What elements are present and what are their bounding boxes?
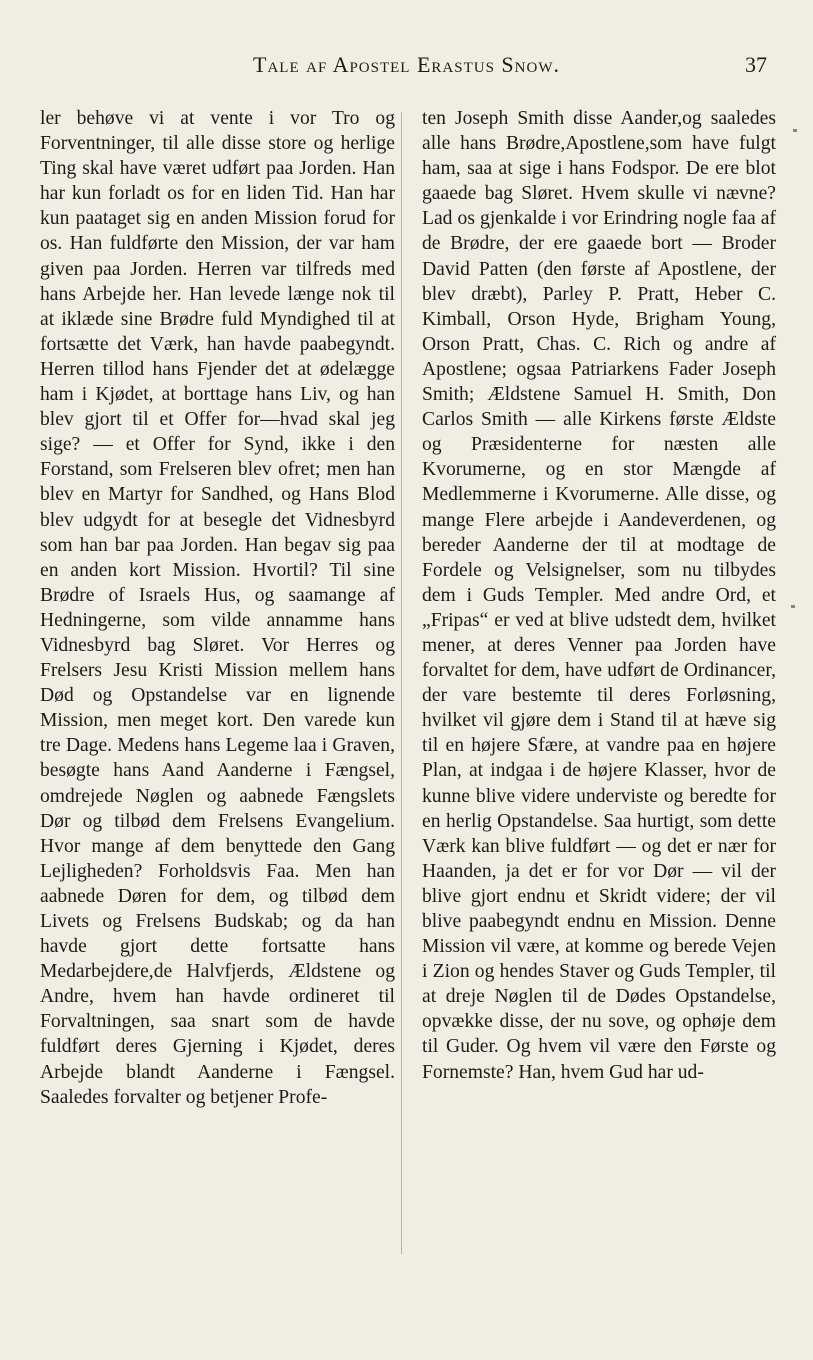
- margin-speck: [793, 129, 797, 132]
- column-divider: [401, 112, 402, 1254]
- running-title: Tale af Apostel Erastus Snow.: [253, 52, 560, 77]
- page-number: 37: [745, 52, 767, 77]
- right-column-text: ten Joseph Smith disse Aander,og saaledes alle hans Brødre,Apostlene,som have fulgt ham, saa at sige i hans Fodspor. De ere blot gaaede bag Sløret. Hvem skulle vi nævne? Lad os gjenkalde i vor Erindring nogle faa af de Brødre, der ere gaaede bort — Broder David Patten (den første af Apostlene, der blev dræbt), Parley P. Pratt, Heber C. Kimball, Orson Hyde, Brigham Young, Orson Pratt, Chas. C. Rich og andre af Apostlene; ogsaa Patriarkens Fader Joseph Smith; Ældstene Samuel H. Smith, Don Carlos Smith — alle Kirkens første Ældste og Præsidenterne for næsten alle Kvorumerne, og en stor Mængde af Medlemmerne i Kvorumerne. Alle disse, og mange Flere arbejde i Aandeverdenen, og bereder Aanderne der til at modtage de Fordele og Velsignelser, som nu tilbydes dem i Guds Templer. Med andre Ord, et „Fripas“ er ved at blive udstedt dem, hvilket mener, at deres Venner paa Jorden have forvaltet for dem, have udført de Ordinancer, der vare bestemte til deres Forløsning, hvilket vil gjøre dem i Stand til at hæve sig til en højere Sfære, at vandre paa en højere Plan, at indgaa i de højere Klasser, hvor de kunne blive videre underviste og beredte for en herlig Opstandelse. Saa hurtigt, som dette Værk kan blive fuldført — og det er nær for Haanden, ja det er for vor Dør — vil der blive gjort endnu et Skridt videre; der vil blive paabegyndt endnu en Mission. Denne Mission vil være, at komme og berede Vejen i Zion og hendes Staver og Guds Templer, til at dreje Nøglen til de Dødes Opstandelse, opvække disse, der nu sove, og ophøje dem til Guder. Og hvem vil være den Første og Fornemste? Han, hvem Gud har ud-: [422, 108, 776, 1083]
- left-column-text: ler behøve vi at vente i vor Tro og Forventninger, til alle disse store og herlige Ting skal have været udført paa Jorden. Han har kun forladt os for en liden Tid. Han har kun paataget sig en anden Mission forud for os. Han fuldførte den Mission, der var ham given paa Jorden. Herren var tilfreds med hans Arbejde her. Han levede længe nok til at iklæde sine Brødre fuld Myndighed til at fortsætte det Værk, han havde paabegyndt. Herren tillod hans Fjender det at ødelægge ham i Kjødet, at borttage hans Liv, og han blev gjort til et Offer for—hvad skal jeg sige? — et Offer for Synd, ikke i den Forstand, som Frelseren blev ofret; men han blev en Martyr for Sandhed, og Hans Blod blev udgydt for at besegle det Vidnesbyrd som han bar paa Jorden. Han begav sig paa en anden kort Mission. Hvortil? Til sine Brødre of Israels Hus, og saamange af Hedningerne, som vilde annamme hans Vidnesbyrd bag Sløret. Vor Herres og Frelsers Jesu Kristi Mission mellem hans Død og Opstandelse var en lignende Mission, men meget kort. Den varede kun tre Dage. Medens hans Legeme laa i Graven, besøgte hans Aand Aanderne i Fængsel, omdrejede Nøglen og aabnede Fængslets Dør og tilbød dem Frelsens Evangelium. Hvor mange af dem benyttede den Gang Lejligheden? Forholdsvis Faa. Men han aabnede Døren for dem, og tilbød dem Livets og Frelsens Budskab; og da han havde gjort dette fortsatte hans Medarbejdere,de Halvfjerds, Ældstene og Andre, hvem han havde ordineret til Forvaltningen, saa snart som de havde fuldført deres Gjerning i Kjødet, deres Arbejde blandt Aanderne i Fængsel. Saaledes forvalter og betjener Profe-: [40, 108, 395, 1108]
- page-header: [0, 52, 813, 86]
- margin-speck: [791, 605, 795, 608]
